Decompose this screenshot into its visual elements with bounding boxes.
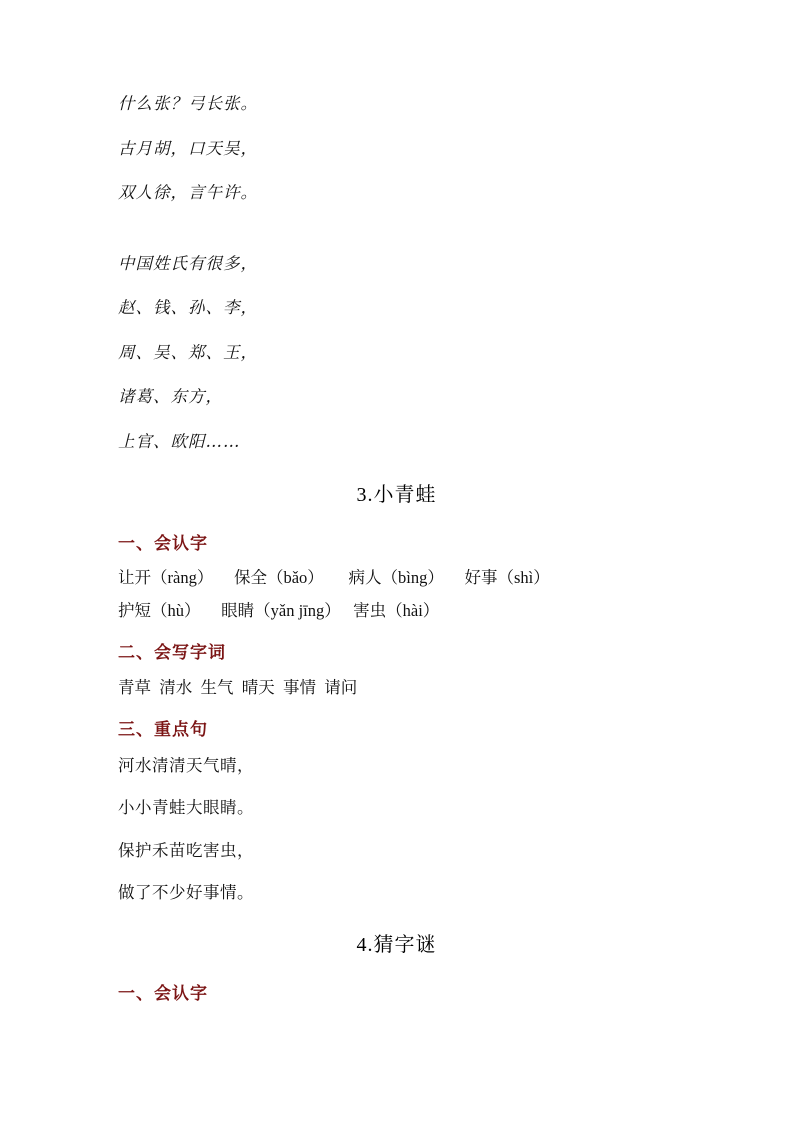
key-line: 做了不少好事情。 (118, 883, 254, 903)
surname-block (118, 253, 675, 451)
paragraph-gap (118, 230, 675, 256)
write-row: 青草 清水 生气 晴天 事情 请问 (118, 677, 358, 697)
surname-line: 周、吴、郑、王， (118, 342, 258, 362)
key-line: 保护禾苗吃害虫， (118, 840, 254, 860)
heading-key-3: 三、重点句 (118, 719, 208, 739)
surname-line: 赵、钱、孙、李， (118, 298, 258, 317)
surname-line: 诸葛、东方， (118, 387, 223, 406)
heading-recognize-4: 一、会认字 (118, 983, 208, 1003)
surname-line: 上官、欧阳…… (118, 431, 241, 451)
poem-line: 双人徐，言午许。 (118, 183, 258, 202)
poem-block (118, 0, 675, 202)
poem-line: 什么张？弓长张。 (118, 94, 258, 113)
key-line: 河水清清天气晴， (118, 755, 254, 775)
key-line: 小小青蛙大眼睛。 (118, 798, 254, 818)
lesson-title-4: 4.猜字谜 (356, 933, 437, 956)
heading-write-3: 二、会写字词 (118, 642, 226, 662)
recognize-row: 护短（hù） 眼睛（yǎn jīng） 害虫（hài） (118, 600, 440, 620)
recognize-row: 让开（ràng） 保全（bǎo） 病人（bìng） 好事（shì） (118, 568, 550, 587)
poem-line: 古月胡，口天吴， (118, 138, 258, 158)
surname-line: 中国姓氏有很多， (118, 253, 258, 273)
heading-recognize-3: 一、会认字 (118, 534, 208, 553)
lesson-title-3: 3.小青蛙 (356, 484, 437, 506)
